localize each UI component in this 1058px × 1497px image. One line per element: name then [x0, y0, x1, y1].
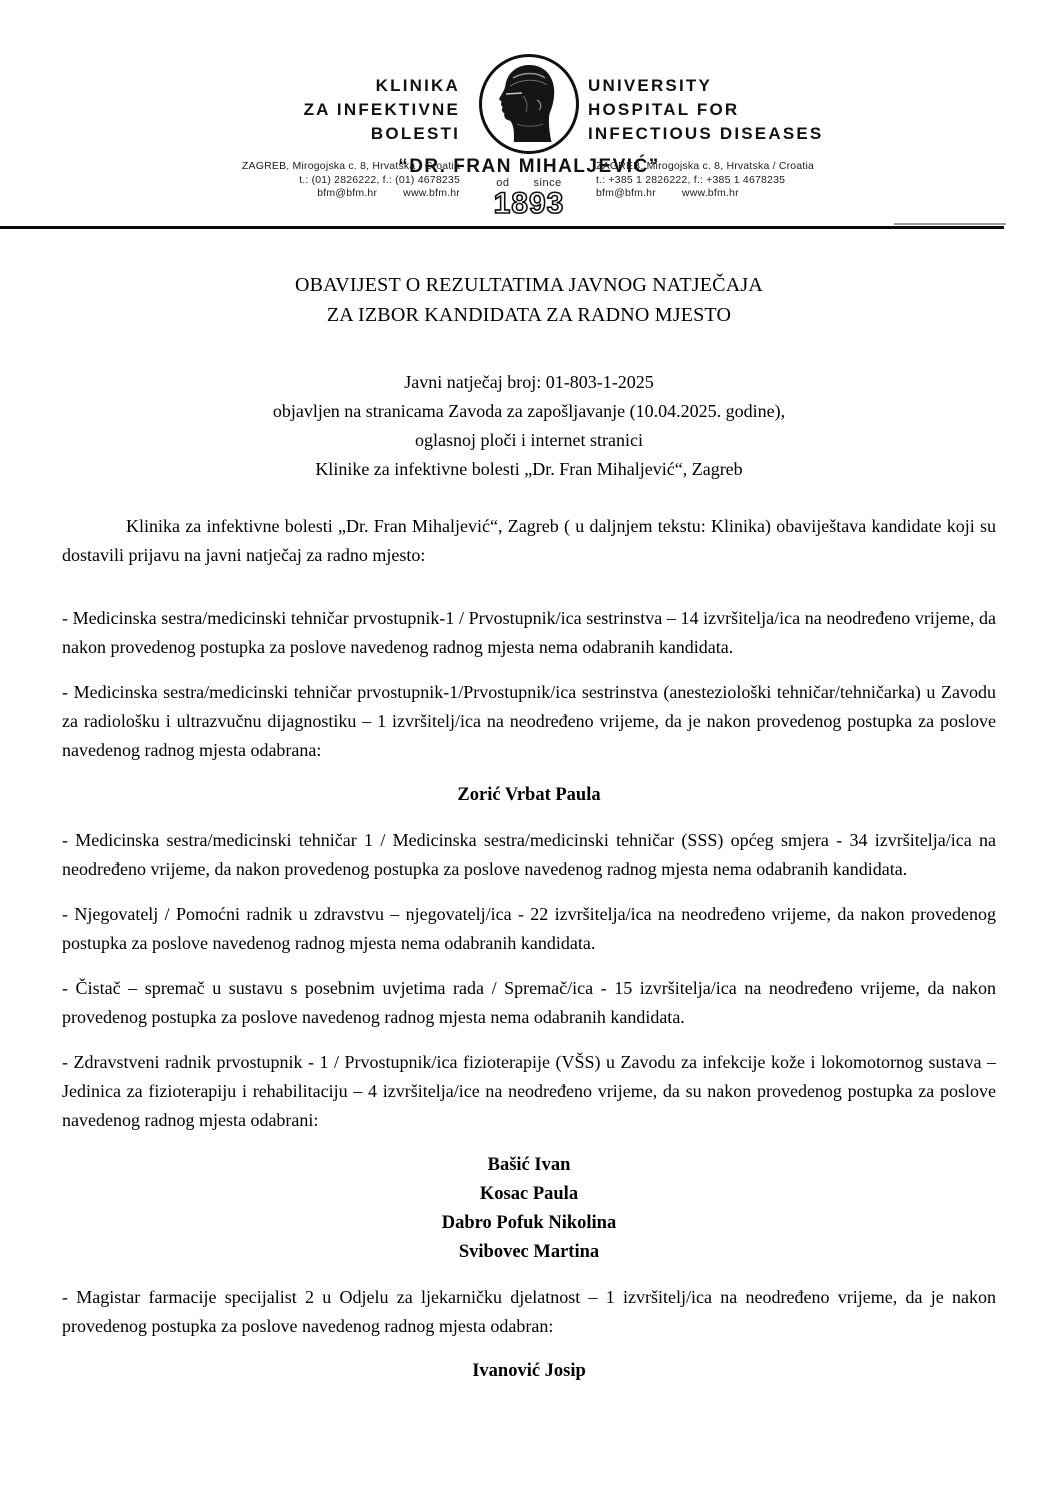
document-title: [62, 270, 996, 330]
email-web-line: [150, 187, 460, 201]
result-paragraph: - Njegovatelj / Pomoćni radnik u zdravstvu – njegovatelj/ica - 22 izvršitelja/ica na neodređeno vrijeme, da nakon provedenog postupka za poslove navedenog radnog mjesta nema odabranih kandidata.: [62, 904, 996, 953]
publication-info: oglasnoj ploči i internet stranici: [415, 430, 643, 450]
result-paragraph: - Čistač – spremač u sustavu s posebnim uvjetima rada / Spremač/ica - 15 izvršitelja/ica na neodređeno vrijeme, da nakon provedenog postupka za poslove navedenog radnog mjesta nema odabranih kandidata.: [62, 978, 996, 1027]
intro-paragraph: Klinika za infektivne bolesti „Dr. Fran Mihaljević“, Zagreb ( u daljnjem tekstu: Klinika) obaviještava kandidate koji su dostavili prijavu na javni natječaj za radno mjesto:: [62, 516, 996, 565]
selected-candidates: [62, 1357, 996, 1386]
phone-line: t.: (01) 2826222, f.: (01) 4678235: [299, 173, 460, 186]
od-text: od: [496, 177, 510, 189]
selected-candidates: [62, 781, 996, 810]
year-1893-icon: [474, 186, 584, 220]
result-paragraph: - Medicinska sestra/medicinski tehničar prvostupnik-1/Prvostupnik/ica sestrinstva (anesteziološki tehničar/tehničarka) u Zavodu za radiološku i ultrazvučnu dijagnostiku – 1 izvršitelj/ica na neodređeno vrijeme, da je nakon provedenog postupka za poslove navedenog radnog mjesta odabrana:: [62, 682, 996, 760]
notice-document: [62, 270, 996, 1402]
letterhead: [0, 0, 1058, 228]
email-text: bfm@bfm.hr: [596, 187, 656, 199]
competition-reference: [62, 368, 996, 484]
candidate-name: Bašić Ivan: [487, 1155, 571, 1175]
candidate-name: Kosac Paula: [479, 1184, 579, 1204]
candidate-name: Dabro Pofuk Nikolina: [441, 1213, 617, 1233]
hospital-name-en-line: INFECTIOUS DISEASES: [588, 124, 824, 143]
document-title-line: OBAVIJEST O REZULTATIMA JAVNOG NATJEČAJA: [295, 274, 763, 296]
result-paragraph: - Medicinska sestra/medicinski tehničar 1 / Medicinska sestra/medicinski tehničar (SSS) općeg smjera - 34 izvršitelja/ica na neodređeno vrijeme, da nakon provedenog postupka za poslove navedenog radnog mjesta nema odabranih kandidata.: [62, 830, 996, 879]
competition-number: Javni natječaj broj: 01-803-1-2025: [404, 372, 654, 392]
result-paragraph: - Zdravstveni radnik prvostupnik - 1 / Prvostupnik/ica fizioterapije (VŠS) u Zavodu za infekcije kože i lokomotornog sustava – Jedinica za fizioterapiju i rehabilitaciju – 4 izvršitelja/ice na neodređeno vrijeme, da su nakon provedenog postupka za poslove navedenog radnog mjesta odabrani:: [62, 1052, 996, 1130]
hospital-name-hr-line: KLINIKA: [375, 76, 460, 95]
result-paragraph: - Medicinska sestra/medicinski tehničar prvostupnik-1 / Prvostupnik/ica sestrinstva – 14 izvršitelja/ica na neodređeno vrijeme, da nakon provedenog postupka za poslove navedenog radnog mjesta nema odabranih kandidata.: [62, 608, 996, 657]
results-list: [62, 604, 996, 1386]
hospital-name-hr-line: BOLESTI: [370, 124, 460, 143]
doctor-name-title: “DR. FRAN MIHALJEVIĆ”: [398, 156, 660, 177]
hospital-name-en-line: UNIVERSITY: [588, 76, 713, 95]
website-text: www.bfm.hr: [681, 187, 739, 199]
website-text: www.bfm.hr: [403, 187, 460, 199]
candidate-name: Ivanović Josip: [472, 1361, 586, 1381]
contact-block-english: [596, 160, 906, 201]
hospital-name-en-line: HOSPITAL FOR: [588, 100, 740, 119]
hospital-name-english: [588, 74, 1008, 146]
portrait-logo-icon: [477, 52, 581, 156]
candidate-name: Zorić Vrbat Paula: [457, 785, 601, 805]
publication-info: Klinike za infektivne bolesti „Dr. Fran Mihaljević“, Zagreb: [315, 459, 743, 479]
address-line: ZAGREB, Mirogojska c. 8, Hrvatska / Croatia: [241, 160, 460, 172]
hospital-name-croatian: [0, 74, 460, 146]
email-text: bfm@bfm.hr: [317, 187, 378, 199]
selected-candidates: [62, 1151, 996, 1267]
result-paragraph: - Magistar farmacije specijalist 2 u Odjelu za ljekarničku djelatnost – 1 izvršitelj/ica na neodređeno vrijeme, da je nakon provedenog postupka za poslove navedenog radnog mjesta odabran:: [62, 1287, 996, 1336]
since-text: since: [533, 177, 562, 189]
email-web-line: [596, 187, 906, 201]
header-divider-rule: [0, 226, 1004, 229]
document-title-line: ZA IZBOR KANDIDATA ZA RADNO MJESTO: [326, 304, 732, 326]
address-line: ZAGREB, Mirogojska c. 8, Hrvatska / Croatia: [596, 160, 815, 172]
header-rule-shadow: [894, 223, 1006, 225]
publication-info: objavljen na stranicama Zavoda za zapošljavanje (10.04.2025. godine),: [272, 401, 786, 421]
established-1893-logo: [469, 177, 589, 220]
hospital-name-hr-line: ZA INFEKTIVNE: [303, 100, 460, 119]
candidate-name: Svibovec Martina: [458, 1242, 600, 1262]
phone-line: t.: +385 1 2826222, f.: +385 1 4678235: [596, 173, 786, 186]
svg-text:1893: 1893: [493, 187, 565, 220]
